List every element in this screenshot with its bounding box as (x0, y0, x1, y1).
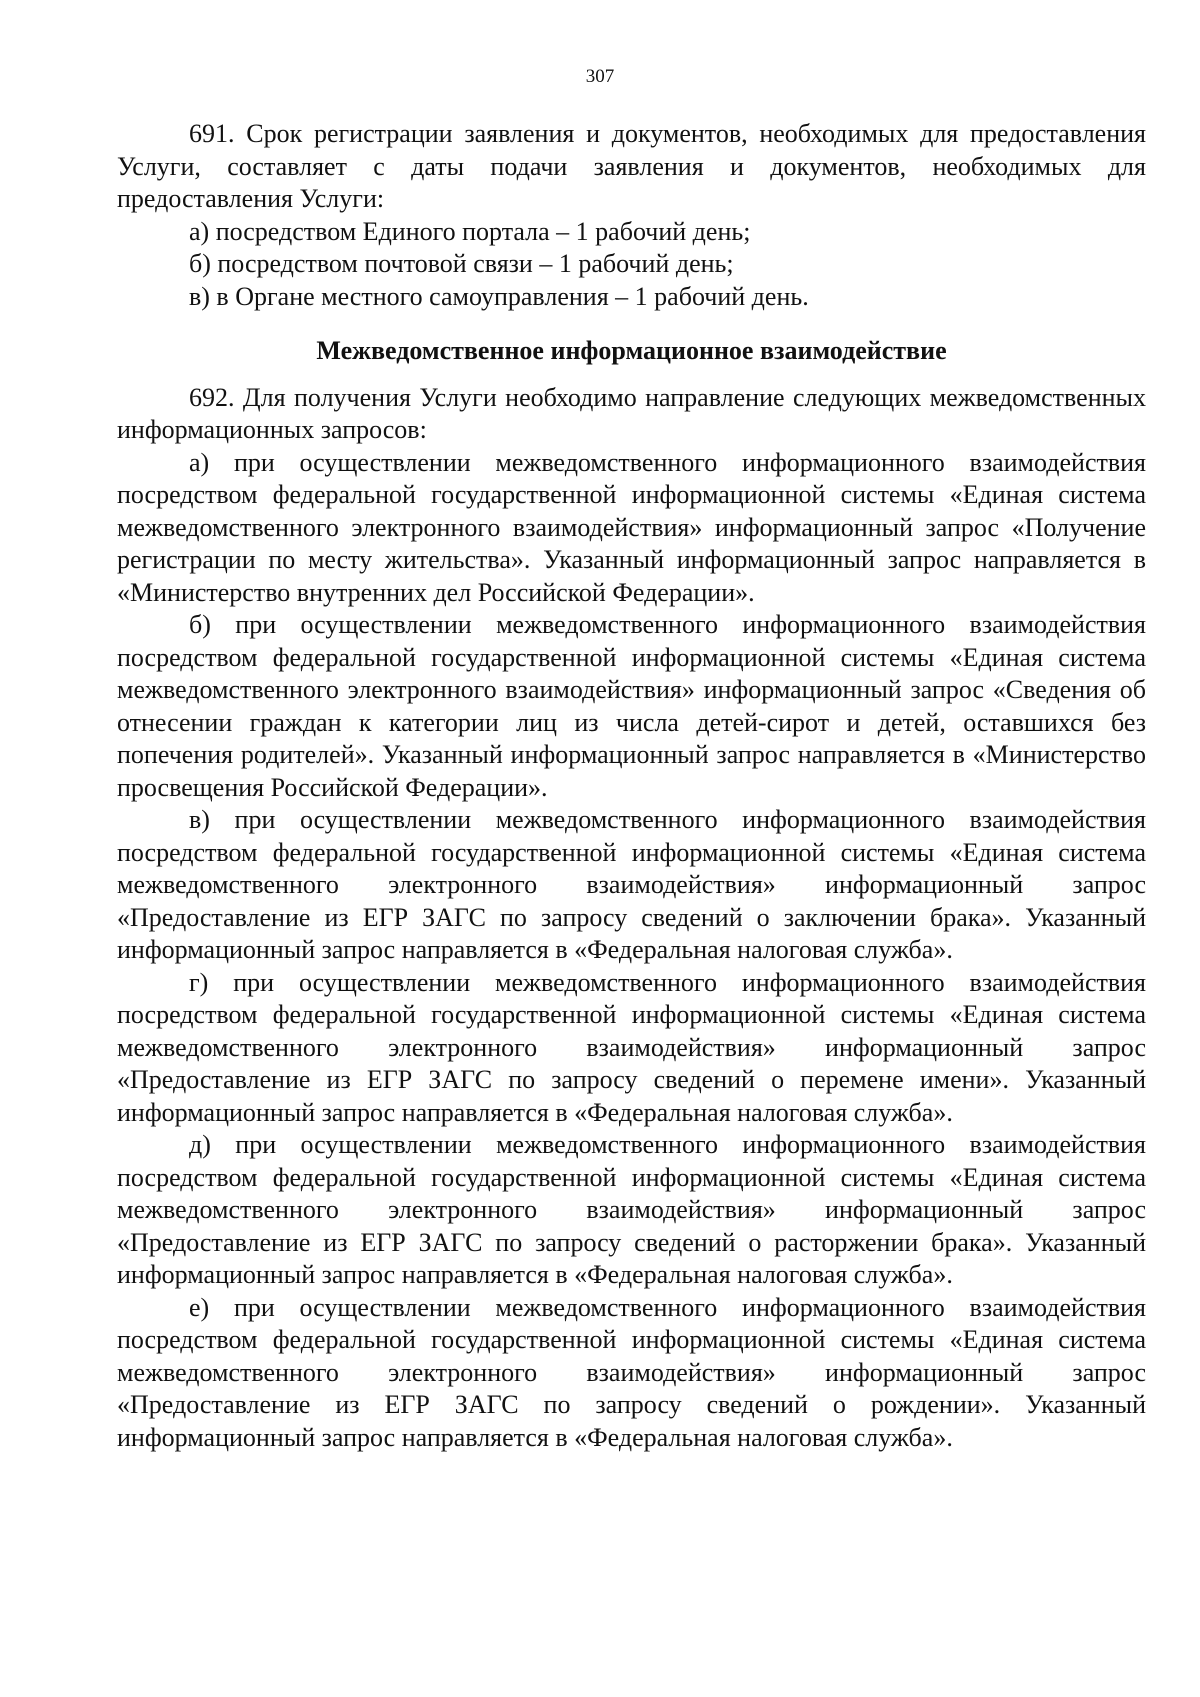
page-number: 307 (585, 66, 615, 87)
section-heading: Межведомственное информационное взаимодействие (316, 336, 947, 365)
paragraph-692-e: д) при осуществлении межведомственного информационного взаимодействия посредством федеральной государственной информационной системы «Единая система межведомственного электронного взаимодействия» информационный запрос «Предоставление из ЕГР ЗАГС по запросу сведений о расторжении брака». Указанный информационный запрос направляется в «Федеральная налоговая служба». (117, 1130, 1146, 1289)
paragraph-692-intro: 692. Для получения Услуги необходимо направление следующих межведомственных информационных запросов: (117, 382, 1146, 444)
paragraph-692-a: а) при осуществлении межведомственного информационного взаимодействия посредством федеральной государственной информационной системы «Единая система межведомственного электронного взаимодействия» информационный запрос «Получение регистрации по месту жительства». Указанный информационный запрос направляется в «Министерство внутренних дел Российской Федерации». (117, 447, 1146, 607)
list-item-691-c: в) в Органе местного самоуправления – 1 рабочий день. (189, 281, 809, 311)
list-item-691-a: а) посредством Единого портала – 1 рабочий день; (189, 216, 751, 246)
document-body (117, 118, 1146, 1454)
paragraph-692-d: г) при осуществлении межведомственного информационного взаимодействия посредством федеральной государственной информационной системы «Единая система межведомственного электронного взаимодействия» информационный запрос «Предоставление из ЕГР ЗАГС по запросу сведений о перемене имени». Указанный информационный запрос направляется в «Федеральная налоговая служба». (117, 967, 1146, 1127)
paragraph-691-intro: 691. Срок регистрации заявления и документов, необходимых для предоставления Услуги, составляет с даты подачи заявления и документов, необходимых для предоставления Услуги: (117, 119, 1146, 213)
paragraph-692-b: б) при осуществлении межведомственного информационного взаимодействия посредством федеральной государственной информационной системы «Единая система межведомственного электронного взаимодействия» информационный запрос «Сведения об отнесении граждан к категории лиц из числа детей-сирот и детей, оставшихся без попечения родителей». Указанный информационный запрос направляется в «Министерство просвещения Российской Федерации». (117, 610, 1146, 802)
paragraph-692-f: е) при осуществлении межведомственного информационного взаимодействия посредством федеральной государственной информационной системы «Единая система межведомственного электронного взаимодействия» информационный запрос «Предоставление из ЕГР ЗАГС по запросу сведений о рождении». Указанный информационный запрос направляется в «Федеральная налоговая служба». (117, 1292, 1146, 1452)
paragraph-692-c: в) при осуществлении межведомственного информационного взаимодействия посредством федеральной государственной информационной системы «Единая система межведомственного электронного взаимодействия» информационный запрос «Предоставление из ЕГР ЗАГС по запросу сведений о заключении брака». Указанный информационный запрос направляется в «Федеральная налоговая служба». (117, 805, 1146, 964)
list-item-691-b: б) посредством почтовой связи – 1 рабочий день; (189, 249, 734, 278)
